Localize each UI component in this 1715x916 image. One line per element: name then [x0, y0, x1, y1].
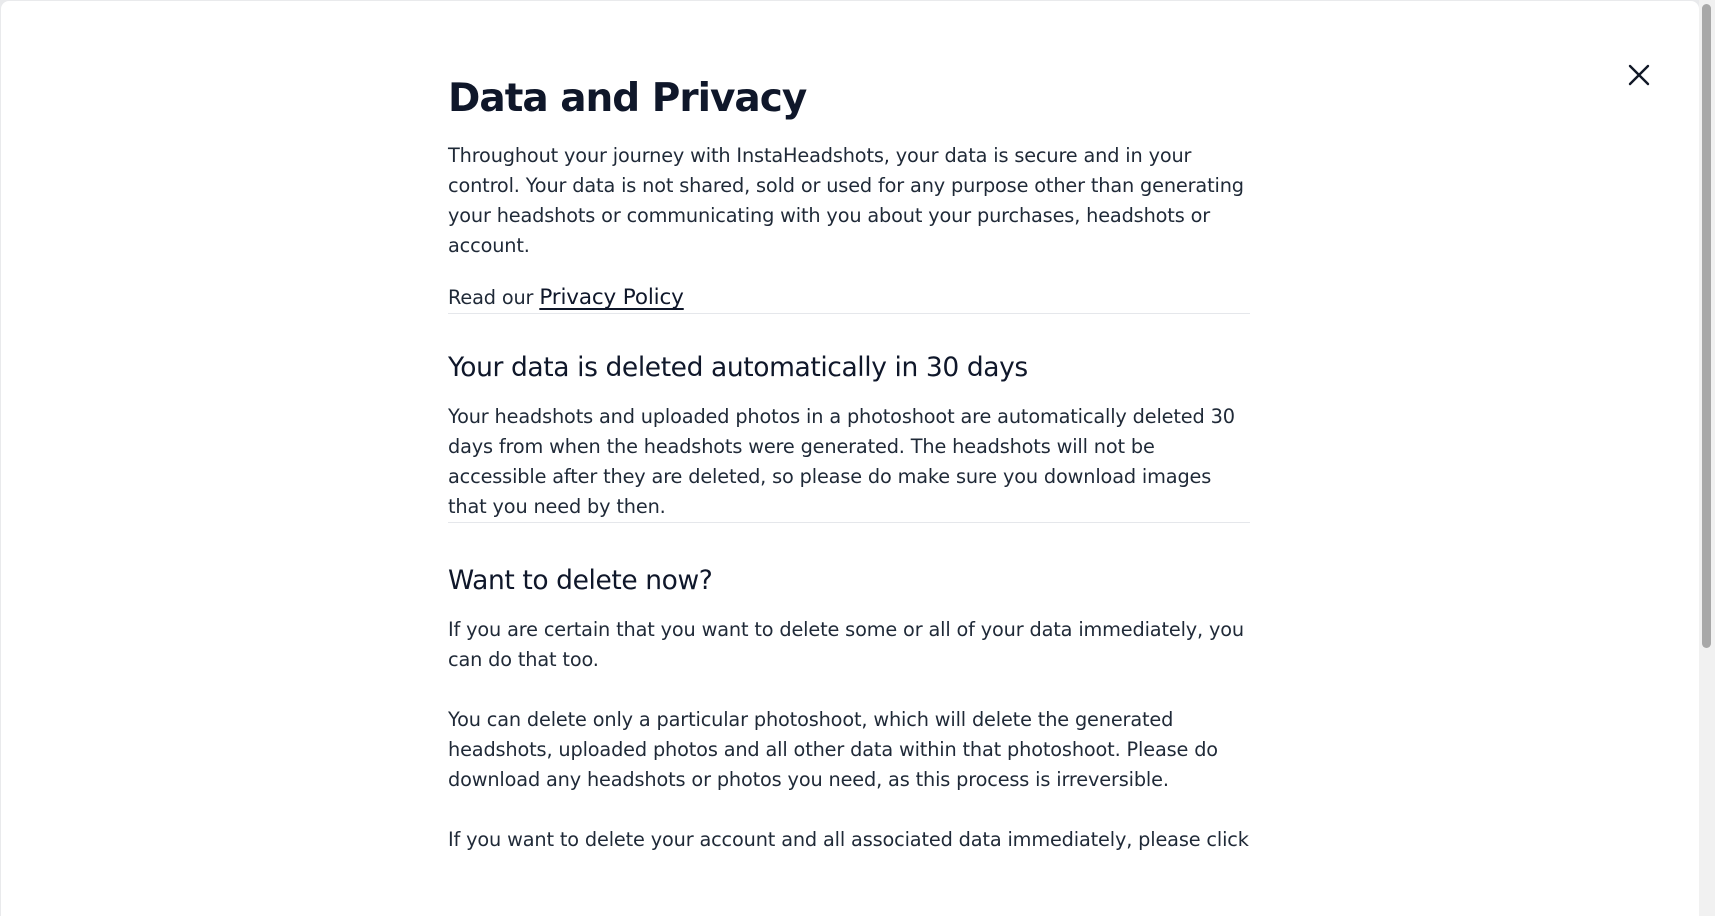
delete-now-paragraph-3: If you want to delete your account and all associated data immediately, please click [448, 828, 1249, 851]
close-button[interactable] [1623, 59, 1655, 91]
privacy-policy-row [448, 283, 1250, 313]
privacy-policy-link[interactable]: Privacy Policy [539, 285, 684, 310]
read-our-label: Read our [448, 286, 540, 309]
divider [448, 522, 1250, 523]
delete-now-paragraph-2: You can delete only a particular photoshoot, which will delete the generated headshots, uploaded photos and all other data within that photoshoot. Please do download any headshots or photos you need, as this process is irreversible. [448, 708, 1218, 791]
divider [448, 313, 1250, 314]
section-heading-auto-delete: Your data is deleted automatically in 30 days [448, 352, 1028, 383]
modal-content [448, 71, 1250, 855]
scrollbar-thumb[interactable] [1702, 4, 1711, 648]
page-title: Data and Privacy [448, 76, 807, 121]
close-icon [1628, 64, 1650, 86]
section-heading-delete-now: Want to delete now? [448, 565, 713, 596]
intro-paragraph: Throughout your journey with InstaHeadshots, your data is secure and in your control. Your data is not shared, sold or used for any purpose other than generating your headshots or communicating with you about your purchases, headshots or account. [448, 144, 1244, 257]
privacy-modal [1, 1, 1699, 916]
auto-delete-paragraph: Your headshots and uploaded photos in a photoshoot are automatically deleted 30 days from when the headshots were generated. The headshots will not be accessible after they are deleted, so please do make sure you download images that you need by then. [448, 405, 1235, 518]
delete-now-paragraph-1: If you are certain that you want to delete some or all of your data immediately, you can do that too. [448, 618, 1244, 671]
